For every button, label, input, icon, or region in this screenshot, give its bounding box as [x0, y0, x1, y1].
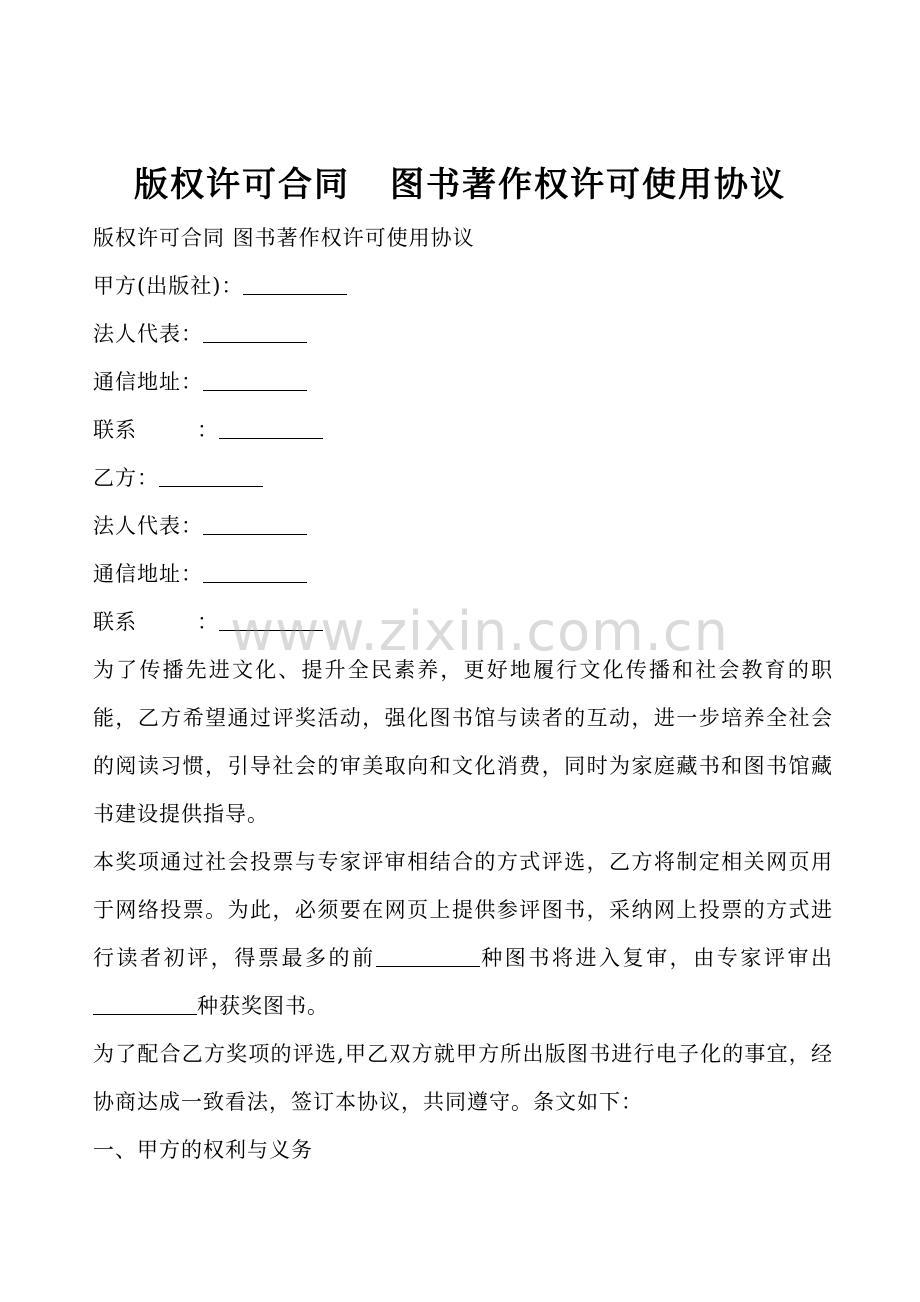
party-b-rep-blank[interactable]: [203, 516, 307, 535]
document-body: [93, 214, 833, 1174]
title-part-1: 版权许可合同: [134, 165, 350, 205]
paragraph-voting-part-a: 本奖项通过社会投票与专家评审相结合的方式评选，乙方将制定相关网页用于网络投票。为此，必须要在网页上提供参评图书，采纳网上投票的方式进行读者初评，得票最多的前: [93, 850, 833, 970]
party-a-contact-line: [93, 406, 833, 454]
watermark: www.zixin.com.cn: [230, 600, 729, 663]
award-count-blank[interactable]: [93, 996, 197, 1015]
party-a-contact-colon: ：: [197, 418, 219, 442]
initial-count-blank[interactable]: [376, 948, 480, 967]
paragraph-voting-part-b: 种图书将进入复审，由专家评审出: [479, 946, 834, 970]
party-a-name-blank[interactable]: [243, 276, 347, 295]
party-a-name-line: [93, 262, 833, 310]
party-b-contact-colon: ：: [197, 610, 219, 634]
party-b-name-line: [93, 454, 833, 502]
party-a-name-label: 甲方(出版社)：: [93, 274, 244, 298]
party-b-rep-label: 法人代表：: [93, 514, 203, 538]
party-b-contact-blank[interactable]: [219, 612, 323, 631]
section-heading-1: 一、甲方的权利与义务: [93, 1138, 313, 1162]
party-b-name-blank[interactable]: [159, 468, 263, 487]
party-a-address-line: [93, 358, 833, 406]
paragraph-purpose: 为了传播先进文化、提升全民素养，更好地履行文化传播和社会教育的职能，乙方希望通过评奖活动，强化图书馆与读者的互动，进一步培养全社会的阅读习惯，引导社会的审美取向和文化消费，同时为家庭藏书和图书馆藏书建设提供指导。: [93, 658, 833, 826]
party-a-contact-blank[interactable]: [219, 420, 323, 439]
party-a-rep-label: 法人代表：: [93, 322, 203, 346]
party-a-rep-blank[interactable]: [203, 324, 307, 343]
document-title: [0, 160, 920, 210]
party-a-address-blank[interactable]: [203, 372, 307, 391]
party-b-name-label: 乙方：: [93, 466, 159, 490]
paragraph-voting: [93, 838, 833, 1030]
title-part-2: 图书著作权许可使用协议: [390, 165, 786, 205]
party-a-contact-label: 联系: [93, 418, 137, 442]
party-b-address-line: [93, 550, 833, 598]
party-a-rep-line: [93, 310, 833, 358]
party-b-contact-label: 联系: [93, 610, 137, 634]
party-a-address-label: 通信地址：: [93, 370, 203, 394]
paragraph-voting-part-c: 种获奖图书。: [197, 994, 329, 1018]
subtitle: 版权许可合同 图书著作权许可使用协议: [93, 226, 475, 250]
paragraph-agreement: 为了配合乙方奖项的评选,甲乙双方就甲方所出版图书进行电子化的事宜，经协商达成一致看法，签订本协议，共同遵守。条文如下：: [93, 1042, 833, 1114]
party-b-contact-line: [93, 598, 833, 646]
party-b-address-label: 通信地址：: [93, 562, 203, 586]
party-b-rep-line: [93, 502, 833, 550]
party-b-address-blank[interactable]: [203, 564, 307, 583]
